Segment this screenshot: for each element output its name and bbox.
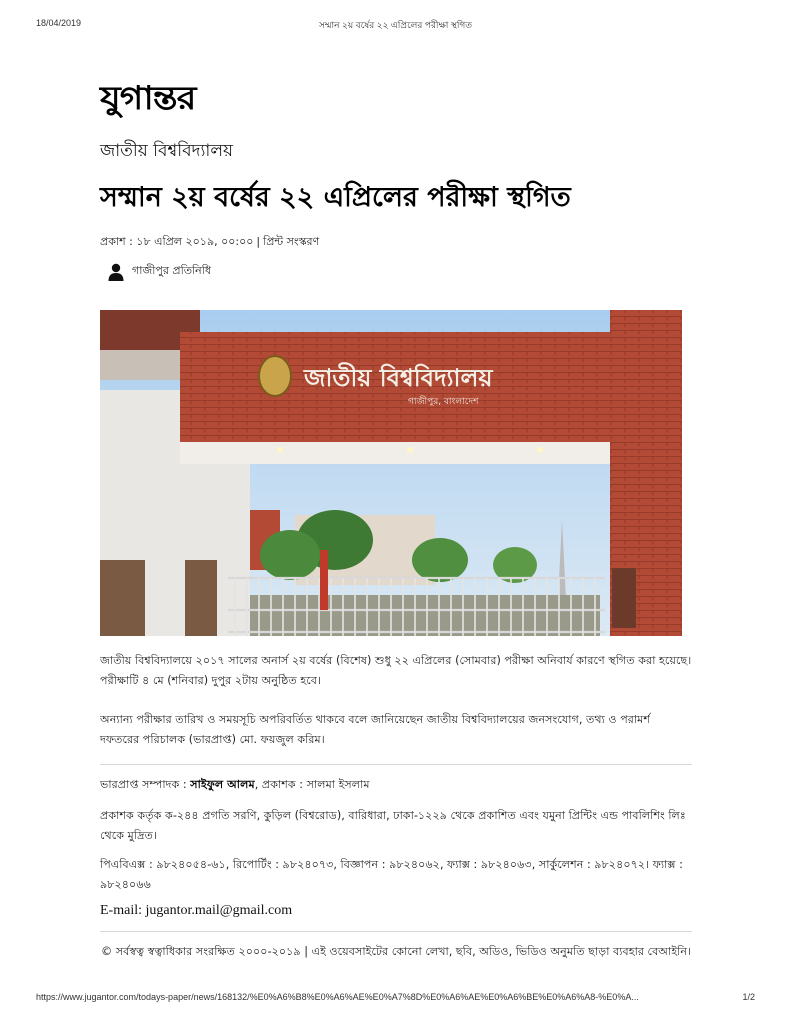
article-photo (100, 310, 682, 636)
print-header (36, 18, 755, 32)
print-url: https://www.jugantor.com/todays-paper/news/168132/%E0%A6%B8%E0%A6%AE%E0%A7%8D%E0%A6%AE%E0%A6%BE%E0%A6%A8-%E0%A... (36, 992, 639, 1002)
publisher-address: প্রকাশক কর্তৃক ক-২৪৪ প্রগতি সরণি, কুড়িল (বিশ্বরোড), বারিধারা, ঢাকা-১২২৯ থেকে প্রকাশিত এবং যমুনা প্রিন্টিং এন্ড পাবলিশিং লিঃ থেকে মুদ্রিত। (100, 809, 686, 842)
print-edition-link[interactable]: প্রিন্ট সংস্করণ (263, 235, 320, 248)
publish-date: প্রকাশ : ১৮ এপ্রিল ২০১৯, ০০:০০ (100, 235, 254, 248)
article-category[interactable]: জাতীয় বিশ্ববিদ্যালয় (100, 141, 234, 161)
article-paragraph: জাতীয় বিশ্ববিদ্যালয়ে ২০১৭ সালের অনার্স ২য় বর্ষের (বিশেষ) শুধু ২২ এপ্রিলের (সোমবার) পরীক্ষা অনিবার্য কারণে স্থগিত করা হয়েছে। পরীক্ষাটি ৪ মে (শনিবার) দুপুর ২টায় অনুষ্ঠিত হবে। (100, 654, 692, 687)
article-headline: সম্মান ২য় বর্ষের ২২ এপ্রিলের পরীক্ষা স্থগিত (100, 182, 571, 213)
copyright-divider (100, 931, 692, 932)
footer-divider (100, 764, 692, 765)
editor-credits (100, 776, 370, 795)
page-number: 1/2 (742, 992, 755, 1002)
contact-phones: পিএবিএক্স : ৯৮২৪০৫৪-৬১, রিপোর্টিং : ৯৮২৪০৭৩, বিজ্ঞাপন : ৯৮২৪০৬২, ফ্যাক্স : ৯৮২৪০৬৩, সার্কুলেশন : ৯৮২৪০৭২। ফ্যাক্স : ৯৮২৪০৬৬ (100, 858, 683, 891)
gate-sign-text: জাতীয় বিশ্ববিদ্যালয় (304, 364, 493, 392)
publisher-credit: , প্রকাশক : সালমা ইসলাম (254, 778, 370, 791)
article-paragraph: অন্যান্য পরীক্ষার তারিখ ও সময়সূচি অপরিবর্তিত থাকবে বলে জানিয়েছেন জাতীয় বিশ্ববিদ্যালয়ের জনসংযোগ, তথ্য ও পরামর্শ দফতরের পরিচালক (ভারপ্রাপ্ত) মো. ফয়জুল করিম। (100, 713, 651, 746)
site-logo[interactable]: যুগান্তর (100, 79, 196, 117)
user-icon (108, 263, 124, 281)
print-date: 18/04/2019 (36, 18, 82, 28)
author-name[interactable]: গাজীপুর প্রতিনিধি (132, 264, 212, 277)
editor-name: সাইফুল আলম (190, 778, 255, 791)
contact-email[interactable]: E-mail: jugantor.mail@gmail.com (100, 903, 293, 918)
copyright-notice: © সর্বস্বত্ব স্বত্বাধিকার সংরক্ষিত ২০০০-২০১৯ | এই ওয়েবসাইটের কোনো লেখা, ছবি, অডিও, ভিডিও অনুমতি ছাড়া ব্যবহার বেআইনি। (100, 945, 692, 958)
print-document-title: সম্মান ২য় বর্ষের ২২ এপ্রিলের পরীক্ষা স্থগিত (318, 20, 473, 30)
editor-label: ভারপ্রাপ্ত সম্পাদক : (100, 778, 191, 791)
gate-sign-subtext: গাজীপুর, বাংলাদেশ (408, 397, 479, 407)
print-footer (36, 992, 755, 1006)
article-meta (100, 233, 319, 252)
university-emblem (259, 356, 291, 396)
meta-separator: | (256, 235, 261, 248)
article-author (108, 262, 211, 281)
